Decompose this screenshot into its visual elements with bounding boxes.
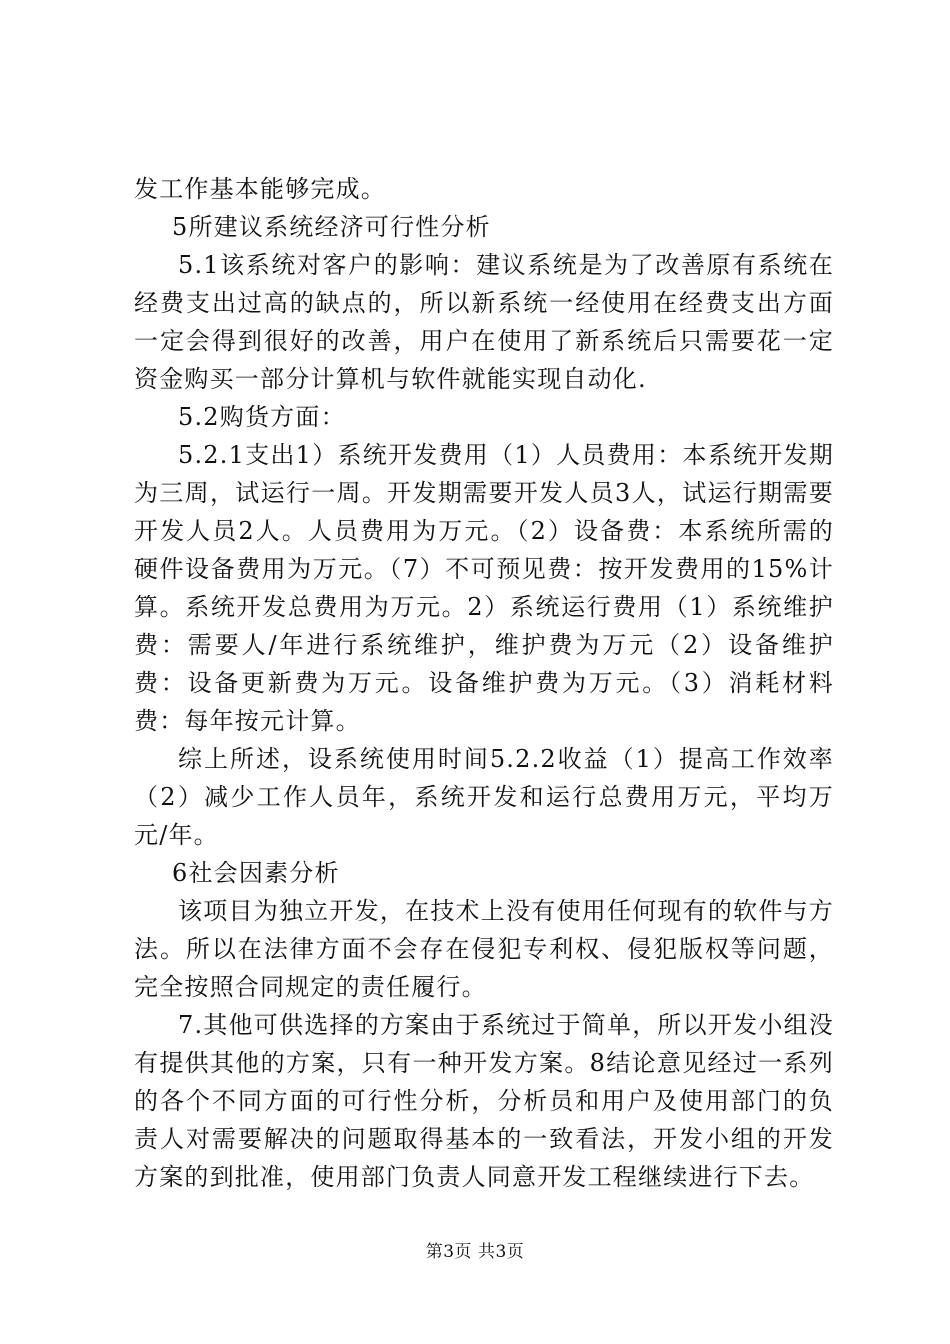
paragraph-social-factors: 该项目为独立开发，在技术上没有使用任何现有的软件与方法。所以在法律方面不会存在侵犯专利权、侵犯版权等问题，完全按照合同规定的责任履行。: [134, 897, 834, 1001]
paragraph-summary: 综上所述，设系统使用时间5.2.2收益（1）提高工作效率（2）减少工作人员年，系统开发和运行总费用万元，平均万元/年。: [134, 745, 834, 849]
paragraph-5-2-1: 5.2.1支出1）系统开发费用（1）人员费用：本系统开发期为三周，试运行一周。开发期需要开发人员3人，试运行期需要开发人员2人。人员费用为万元。（2）设备费：本系统所需的硬件设备费用为万元。（7）不可预见费：按开发费用的15%计算。系统开发总费用为万元。2）系统运行费用（1）系统维护费：需要人/年进行系统维护，维护费为万元（2）设备维护费：设备更新费为万元。设备维护费为万元。（3）消耗材料费：每年按元计算。: [134, 441, 834, 735]
section-heading-5: 5所建议系统经济可行性分析: [172, 213, 491, 241]
paragraph-5-1: 5.1该系统对客户的影响：建议系统是为了改善原有系统在经费支出过高的缺点的，所以新系统一经使用在经费支出方面一定会得到很好的改善，用户在使用了新系统后只需要花一定资金购买一部分计算机与软件就能实现自动化.: [134, 251, 834, 393]
paragraph-5-2: 5.2购货方面：: [178, 403, 346, 431]
document-body: [134, 170, 834, 1196]
paragraph-continuation: 发工作基本能够完成。: [134, 175, 386, 203]
page-number-footer: 第3页 共3页: [425, 1242, 525, 1262]
paragraph-alternatives-conclusion: 7.其他可供选择的方案由于系统过于简单，所以开发小组没有提供其他的方案，只有一种开发方案。8结论意见经过一系列的各个不同方面的可行性分析，分析员和用户及使用部门的负责人对需要解决的问题取得基本的一致看法，开发小组的开发方案的到批准，使用部门负责人同意开发工程继续进行下去。: [134, 1011, 834, 1191]
section-heading-6: 6社会因素分析: [172, 859, 340, 887]
